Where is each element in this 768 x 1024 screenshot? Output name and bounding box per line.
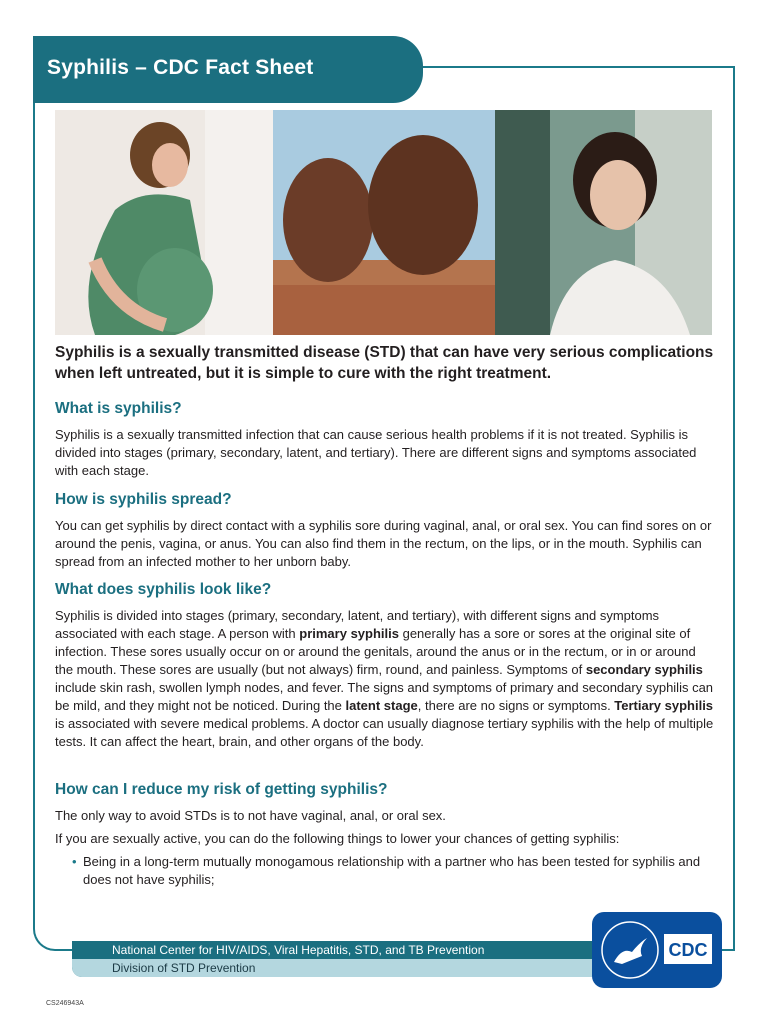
text-segment: Syphilis is divided into stages (primary, secondary, latent, and tertiary), with different signs and symptoms associated with each stage. A person with	[55, 608, 660, 641]
footer-banner	[72, 941, 592, 977]
bold-term: latent stage	[345, 698, 418, 713]
frame-top-line	[380, 66, 735, 68]
heading-reduce-risk: How can I reduce my risk of getting syphilis?	[55, 781, 388, 798]
paragraph-reduce-risk-2: If you are sexually active, you can do the following things to lower your chances of getting syphilis:	[55, 831, 620, 846]
cdc-logo	[592, 912, 722, 988]
bold-term: secondary syphilis	[585, 662, 703, 677]
text-segment: generally has a sore or sores at the original site of infection. These sores usually occur on or around the genitals, around the anus or in the rectum, or in or around the mouth. These sores are usually (but not always) firm, round, and painless. Symptoms of	[55, 626, 696, 677]
bold-term: primary syphilis	[299, 626, 399, 641]
hhs-eagle-icon	[614, 938, 647, 964]
title-banner	[33, 36, 423, 103]
pregnant-woman-photo	[55, 110, 273, 335]
bullet-icon: •	[72, 854, 77, 869]
footer-division-bar	[72, 959, 592, 977]
heading-what-is-syphilis: What is syphilis?	[55, 400, 182, 417]
document-code: CS246943A	[46, 1000, 84, 1007]
paragraph-look-like	[55, 607, 715, 751]
paragraph-reduce-risk-1: The only way to avoid STDs is to not have vaginal, anal, or oral sex.	[55, 808, 446, 823]
intro-statement: Syphilis is a sexually transmitted disease (STD) that can have very serious complications when left untreated, but it is simple to cure with the right treatment.	[55, 344, 714, 382]
two-men-photo	[273, 110, 495, 335]
text-segment: is associated with severe medical problems. A doctor can usually diagnose tertiary syphilis with the help of multiple tests. It can affect the heart, brain, and other organs of the body.	[55, 716, 714, 749]
cdc-logo-text: CDC	[668, 940, 708, 960]
footer-center-name: National Center for HIV/AIDS, Viral Hepatitis, STD, and TB Prevention	[112, 943, 485, 957]
text-segment: include skin rash, swollen lymph nodes, and fever. The signs and symptoms of primary and secondary syphilis can be mild, and they might not be noticed. During the	[55, 680, 714, 713]
page-title: Syphilis – CDC Fact Sheet	[47, 56, 314, 79]
list-item-text: Being in a long-term mutually monogamous relationship with a partner who has been tested for syphilis and does not have syphilis;	[83, 854, 701, 887]
paragraph-how-spread: You can get syphilis by direct contact with a syphilis sore during vaginal, anal, or oral sex. You can find sores on or around the penis, vagina, or anus. You can also find them in the rectum, on the lips, or in the mouth. Syphilis can spread from an infected mother to her unborn baby.	[55, 518, 712, 569]
young-woman-photo	[495, 110, 712, 335]
heading-how-spread: How is syphilis spread?	[55, 491, 232, 508]
bold-term: Tertiary syphilis	[614, 698, 714, 713]
heading-look-like: What does syphilis look like?	[55, 581, 272, 598]
photo-strip	[55, 110, 712, 335]
footer-division-name: Division of STD Prevention	[112, 961, 256, 975]
list-item	[72, 853, 712, 889]
paragraph-what-is-syphilis: Syphilis is a sexually transmitted infection that can cause serious health problems if it is not treated. Syphilis is divided into stages (primary, secondary, latent, and tertiary). There are different signs and symptoms associated with each stage.	[55, 427, 697, 478]
text-segment: , there are no signs or symptoms.	[417, 698, 615, 713]
